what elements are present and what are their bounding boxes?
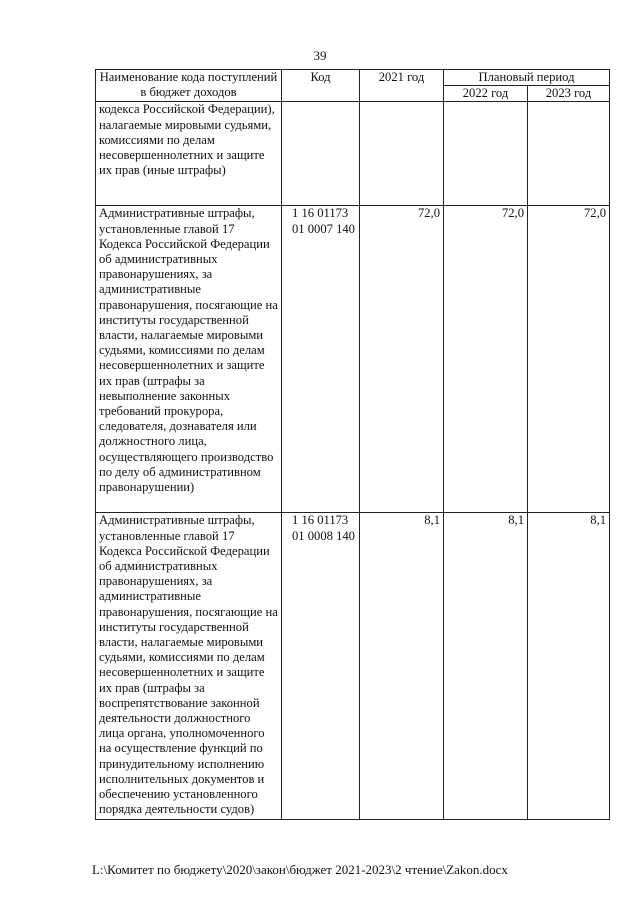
footer-file-path: L:\Комитет по бюджету\2020\закон\бюджет 2021-2023\2 чтение\Zakon.docx bbox=[92, 862, 508, 877]
row-2022: 72,0 bbox=[444, 206, 528, 513]
page-number: 39 bbox=[313, 48, 327, 63]
header-2021: 2021 год bbox=[360, 70, 444, 102]
row-2023: 8,1 bbox=[528, 513, 610, 820]
row-name: Административные штрафы, установленные главой 17 Кодекса Российской Федерации об административных правонарушениях, за административные правонарушения, посягающие на институты государственной власти, налагаемые мировыми судьями, комиссиями по делам несовершеннолетних и защите их прав (штрафы за невыполнение законных требований прокурора, следователя, дознавателя или должностного лица, осуществляющего производство по делу об административном правонарушении) bbox=[96, 206, 282, 513]
table-header-row bbox=[96, 70, 610, 86]
header-code: Код bbox=[282, 70, 360, 102]
row-code: 1 16 01173 01 0008 140 bbox=[282, 513, 360, 820]
row-2021: 72,0 bbox=[360, 206, 444, 513]
table-row bbox=[96, 102, 610, 206]
header-2022: 2022 год bbox=[444, 86, 528, 102]
row-2022 bbox=[444, 102, 528, 206]
row-name: Административные штрафы, установленные главой 17 Кодекса Российской Федерации об административных правонарушениях, за административные правонарушения, посягающие на институты государственной власти, налагаемые мировыми судьями, комиссиями по делам несовершеннолетних и защите их прав (штрафы за воспрепятствование законной деятельности должностного лица органа, уполномоченного на осуществление функций по принудительному исполнению исполнительных документов и обеспечению установленного порядка деятельности судов) bbox=[96, 513, 282, 820]
header-2023: 2023 год bbox=[528, 86, 610, 102]
header-planned-period: Плановый период bbox=[444, 70, 610, 86]
row-2021: 8,1 bbox=[360, 513, 444, 820]
row-2023: 72,0 bbox=[528, 206, 610, 513]
table-row bbox=[96, 513, 610, 820]
row-2021 bbox=[360, 102, 444, 206]
row-name: кодекса Российской Федерации), налагаемые мировыми судьями, комиссиями по делам несовершеннолетних и защите их прав (иные штрафы) bbox=[96, 102, 282, 206]
row-2023 bbox=[528, 102, 610, 206]
row-2022: 8,1 bbox=[444, 513, 528, 820]
table-row bbox=[96, 206, 610, 513]
row-code: 1 16 01173 01 0007 140 bbox=[282, 206, 360, 513]
header-name: Наименование кода поступлений в бюджет доходов bbox=[96, 70, 282, 102]
row-code bbox=[282, 102, 360, 206]
revenue-table bbox=[95, 69, 610, 820]
